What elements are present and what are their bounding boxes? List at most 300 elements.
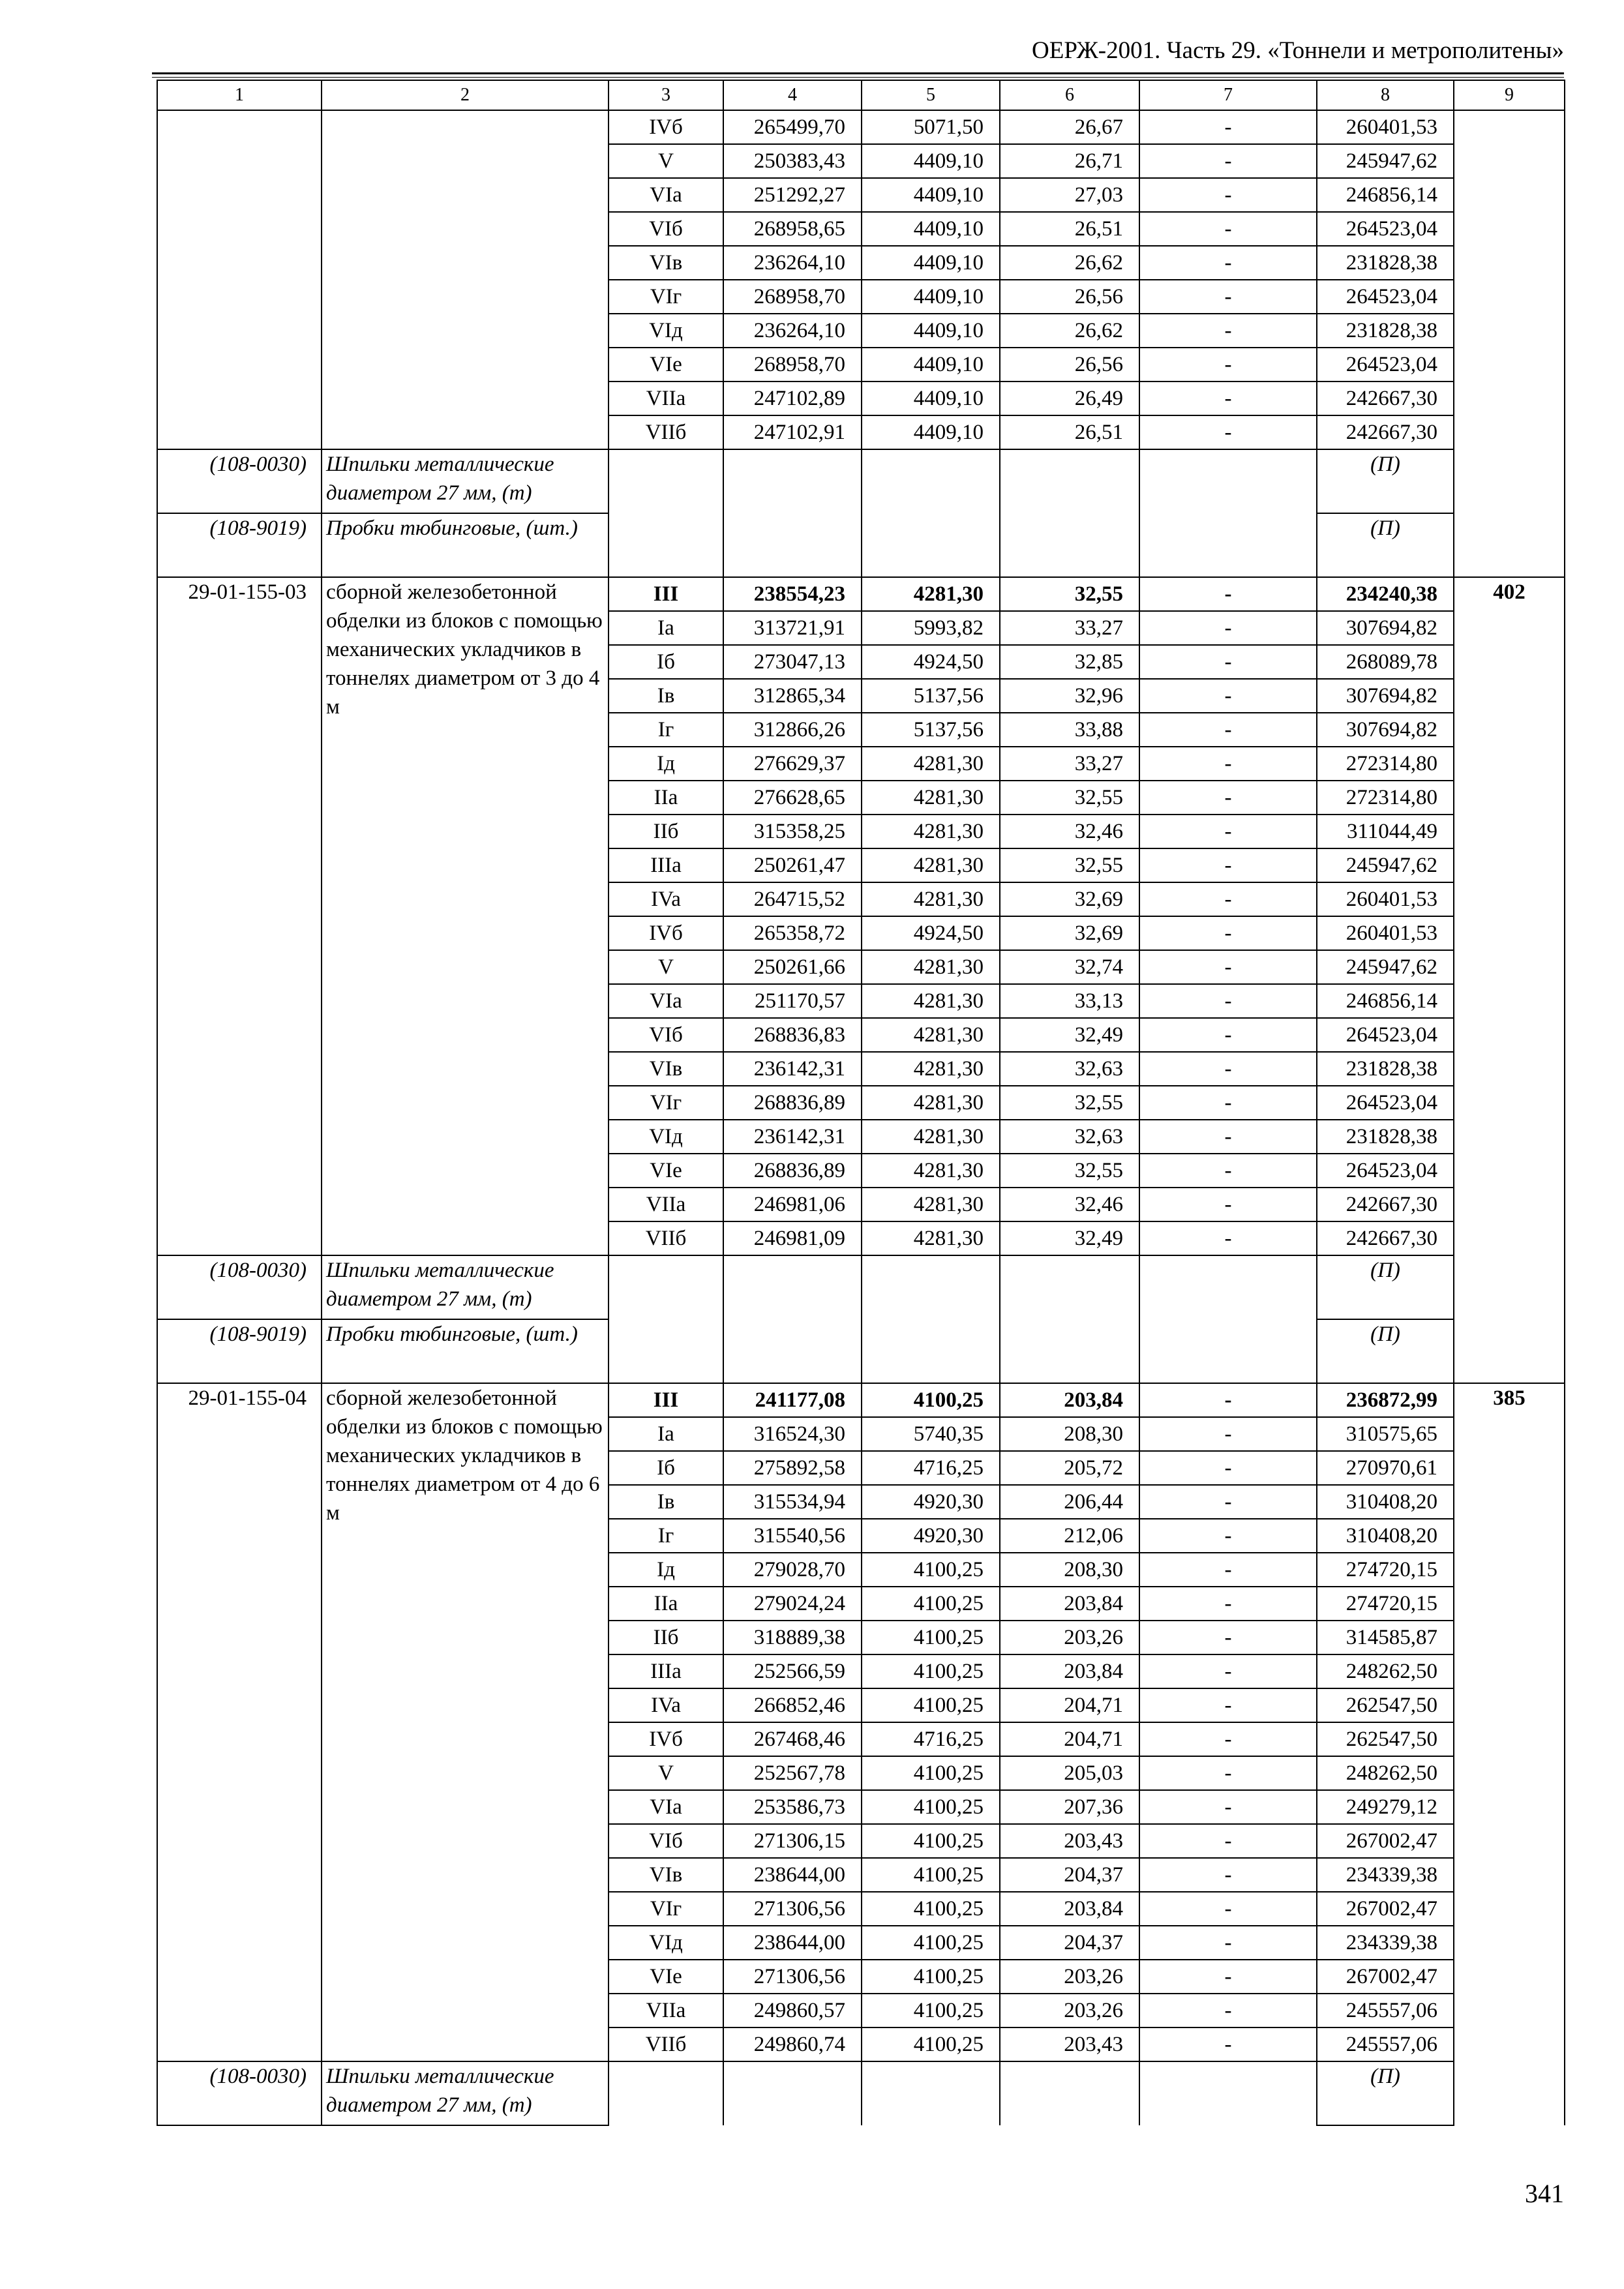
- zone-cell: VIд: [609, 314, 723, 348]
- value-cell: 4100,25: [862, 1892, 1000, 1926]
- value-cell: 247102,89: [723, 382, 862, 415]
- value-cell: 267002,47: [1317, 1960, 1454, 1994]
- value-cell: 4281,30: [862, 1052, 1000, 1086]
- zone-cell: VIб: [609, 1018, 723, 1052]
- value-cell: 234240,38: [1317, 577, 1454, 611]
- value-cell: -: [1139, 1154, 1317, 1188]
- value-cell: 268958,70: [723, 280, 862, 314]
- empty-cell: [1139, 2061, 1317, 2125]
- zone-cell: VIa: [609, 178, 723, 212]
- value-cell: 314585,87: [1317, 1621, 1454, 1654]
- rate-description: [322, 110, 609, 449]
- value-cell: 5071,50: [862, 110, 1000, 144]
- value-cell: 4409,10: [862, 314, 1000, 348]
- column-number: 3: [609, 80, 723, 110]
- price-table: [157, 80, 1565, 2126]
- table-row: [157, 577, 1565, 611]
- zone-cell: VIе: [609, 1154, 723, 1188]
- value-cell: 4100,25: [862, 1790, 1000, 1824]
- zone-cell: Iв: [609, 1485, 723, 1519]
- zone-cell: IVб: [609, 916, 723, 950]
- value-cell: 273047,13: [723, 645, 862, 679]
- value-cell: 32,69: [1000, 882, 1139, 916]
- value-cell: -: [1139, 1654, 1317, 1688]
- value-cell: 4100,25: [862, 1960, 1000, 1994]
- value-cell: 242667,30: [1317, 382, 1454, 415]
- zone-cell: Iд: [609, 747, 723, 781]
- value-cell: -: [1139, 1587, 1317, 1621]
- value-cell: 4924,50: [862, 916, 1000, 950]
- value-cell: 234339,38: [1317, 1926, 1454, 1960]
- value-cell: 250261,47: [723, 848, 862, 882]
- zone-cell: VIв: [609, 1858, 723, 1892]
- value-cell: 4100,25: [862, 1621, 1000, 1654]
- value-cell: 203,84: [1000, 1587, 1139, 1621]
- value-cell: -: [1139, 1790, 1317, 1824]
- value-cell: -: [1139, 1688, 1317, 1722]
- value-cell: 4281,30: [862, 950, 1000, 984]
- value-cell: 32,49: [1000, 1018, 1139, 1052]
- value-cell: 264523,04: [1317, 1086, 1454, 1120]
- value-cell: 33,88: [1000, 713, 1139, 747]
- column-number: 1: [157, 80, 322, 110]
- value-cell: 4100,25: [862, 1756, 1000, 1790]
- value-cell: 4100,25: [862, 1688, 1000, 1722]
- value-cell: -: [1139, 280, 1317, 314]
- value-cell: 32,46: [1000, 815, 1139, 848]
- value-cell: -: [1139, 1383, 1317, 1417]
- value-cell: 231828,38: [1317, 314, 1454, 348]
- value-cell: 203,43: [1000, 1824, 1139, 1858]
- value-cell: 315534,94: [723, 1485, 862, 1519]
- column-number-row: [157, 80, 1565, 110]
- value-cell: 238644,00: [723, 1858, 862, 1892]
- empty-cell: [723, 449, 862, 513]
- value-cell: 265499,70: [723, 110, 862, 144]
- value-cell: -: [1139, 1120, 1317, 1154]
- value-cell: 315358,25: [723, 815, 862, 848]
- resource-name: Пробки тюбинговые, (шт.): [322, 1319, 609, 1383]
- value-cell: 32,96: [1000, 679, 1139, 713]
- zone-cell: VIг: [609, 1892, 723, 1926]
- value-cell: 315540,56: [723, 1519, 862, 1553]
- value-cell: 318889,38: [723, 1621, 862, 1654]
- zone-cell: VIa: [609, 1790, 723, 1824]
- value-cell: 245947,62: [1317, 848, 1454, 882]
- value-cell: 32,85: [1000, 645, 1139, 679]
- empty-cell: [862, 513, 1000, 577]
- value-cell: 264523,04: [1317, 1154, 1454, 1188]
- zone-cell: VIIа: [609, 1188, 723, 1221]
- zone-cell: VIa: [609, 984, 723, 1018]
- zone-cell: VIб: [609, 1824, 723, 1858]
- value-cell: 312866,26: [723, 713, 862, 747]
- value-cell: -: [1139, 882, 1317, 916]
- value-cell: -: [1139, 1417, 1317, 1451]
- value-cell: 4409,10: [862, 382, 1000, 415]
- value-cell: 251292,27: [723, 178, 862, 212]
- value-cell: 4281,30: [862, 848, 1000, 882]
- value-cell: -: [1139, 1994, 1317, 2027]
- value-cell: 4409,10: [862, 415, 1000, 449]
- zone-cell: VIIа: [609, 382, 723, 415]
- value-cell: 4281,30: [862, 1120, 1000, 1154]
- value-cell: 265358,72: [723, 916, 862, 950]
- resource-name: Пробки тюбинговые, (шт.): [322, 513, 609, 577]
- zone-cell: IVб: [609, 1722, 723, 1756]
- value-cell: 4281,30: [862, 747, 1000, 781]
- empty-cell: [862, 1319, 1000, 1383]
- value-cell: 236872,99: [1317, 1383, 1454, 1417]
- value-cell: 252566,59: [723, 1654, 862, 1688]
- value-cell: 4100,25: [862, 1858, 1000, 1892]
- value-cell: 203,26: [1000, 1994, 1139, 2027]
- labor-cost-cell: 385: [1454, 1383, 1565, 2125]
- value-cell: 310408,20: [1317, 1485, 1454, 1519]
- value-cell: 279028,70: [723, 1553, 862, 1587]
- value-cell: 264523,04: [1317, 348, 1454, 382]
- column-number: 4: [723, 80, 862, 110]
- zone-cell: Ia: [609, 611, 723, 645]
- value-cell: 236264,10: [723, 246, 862, 280]
- value-cell: 236142,31: [723, 1120, 862, 1154]
- value-cell: 204,71: [1000, 1722, 1139, 1756]
- value-cell: -: [1139, 1621, 1317, 1654]
- empty-cell: [1000, 1319, 1139, 1383]
- header-rule: [152, 72, 1564, 74]
- value-cell: 276628,65: [723, 781, 862, 815]
- column-number: 7: [1139, 80, 1317, 110]
- value-cell: 26,49: [1000, 382, 1139, 415]
- value-cell: 267468,46: [723, 1722, 862, 1756]
- value-cell: 5740,35: [862, 1417, 1000, 1451]
- zone-cell: VIг: [609, 1086, 723, 1120]
- zone-cell: V: [609, 950, 723, 984]
- empty-cell: [723, 513, 862, 577]
- resource-code: (108-0030): [157, 1255, 322, 1319]
- resource-mark: (П): [1317, 1319, 1454, 1383]
- running-header: ОЕРЖ-2001. Часть 29. «Тоннели и метрополитены»: [1032, 37, 1564, 64]
- empty-cell: [862, 449, 1000, 513]
- value-cell: 260401,53: [1317, 110, 1454, 144]
- value-cell: 246856,14: [1317, 178, 1454, 212]
- value-cell: 205,72: [1000, 1451, 1139, 1485]
- value-cell: 245947,62: [1317, 144, 1454, 178]
- table-row: [157, 110, 1565, 144]
- value-cell: 264523,04: [1317, 280, 1454, 314]
- value-cell: -: [1139, 1553, 1317, 1587]
- zone-cell: IVa: [609, 882, 723, 916]
- value-cell: 32,55: [1000, 1086, 1139, 1120]
- resource-row: [157, 449, 1565, 513]
- value-cell: 245557,06: [1317, 1994, 1454, 2027]
- value-cell: 4281,30: [862, 815, 1000, 848]
- value-cell: 262547,50: [1317, 1688, 1454, 1722]
- value-cell: 236264,10: [723, 314, 862, 348]
- table-row: [157, 1383, 1565, 1417]
- value-cell: -: [1139, 848, 1317, 882]
- value-cell: 4281,30: [862, 1221, 1000, 1255]
- value-cell: -: [1139, 382, 1317, 415]
- value-cell: -: [1139, 577, 1317, 611]
- value-cell: 245947,62: [1317, 950, 1454, 984]
- resource-code: (108-9019): [157, 1319, 322, 1383]
- value-cell: -: [1139, 212, 1317, 246]
- zone-cell: VIIб: [609, 415, 723, 449]
- zone-cell: IIб: [609, 815, 723, 848]
- zone-cell: IIa: [609, 781, 723, 815]
- value-cell: 32,63: [1000, 1120, 1139, 1154]
- zone-cell: Iб: [609, 645, 723, 679]
- value-cell: 203,84: [1000, 1654, 1139, 1688]
- empty-cell: [1000, 1255, 1139, 1319]
- resource-mark: (П): [1317, 1255, 1454, 1319]
- value-cell: 268836,89: [723, 1154, 862, 1188]
- value-cell: 311044,49: [1317, 815, 1454, 848]
- column-number: 9: [1454, 80, 1565, 110]
- value-cell: 268836,83: [723, 1018, 862, 1052]
- resource-row: [157, 513, 1565, 577]
- value-cell: -: [1139, 611, 1317, 645]
- value-cell: -: [1139, 679, 1317, 713]
- value-cell: 4281,30: [862, 1154, 1000, 1188]
- value-cell: 4100,25: [862, 1383, 1000, 1417]
- value-cell: 268836,89: [723, 1086, 862, 1120]
- value-cell: 4100,25: [862, 2027, 1000, 2061]
- value-cell: 279024,24: [723, 1587, 862, 1621]
- value-cell: 32,46: [1000, 1188, 1139, 1221]
- empty-cell: [609, 513, 723, 577]
- value-cell: 4281,30: [862, 1018, 1000, 1052]
- value-cell: -: [1139, 1018, 1317, 1052]
- zone-cell: VIб: [609, 212, 723, 246]
- value-cell: 316524,30: [723, 1417, 862, 1451]
- value-cell: -: [1139, 246, 1317, 280]
- value-cell: 33,13: [1000, 984, 1139, 1018]
- value-cell: 26,62: [1000, 246, 1139, 280]
- value-cell: 248262,50: [1317, 1654, 1454, 1688]
- zone-cell: VIг: [609, 280, 723, 314]
- value-cell: -: [1139, 747, 1317, 781]
- value-cell: 272314,80: [1317, 747, 1454, 781]
- rate-description: сборной железобетонной обделки из блоков с помощью механических укладчиков в тоннелях диаметром от 3 до 4 м: [322, 577, 609, 1255]
- value-cell: 32,69: [1000, 916, 1139, 950]
- value-cell: -: [1139, 1052, 1317, 1086]
- column-number: 2: [322, 80, 609, 110]
- zone-cell: VIв: [609, 1052, 723, 1086]
- empty-cell: [1000, 2061, 1139, 2125]
- value-cell: 203,43: [1000, 2027, 1139, 2061]
- value-cell: -: [1139, 1086, 1317, 1120]
- zone-cell: VIд: [609, 1926, 723, 1960]
- value-cell: -: [1139, 415, 1317, 449]
- value-cell: 4409,10: [862, 280, 1000, 314]
- value-cell: 32,49: [1000, 1221, 1139, 1255]
- zone-cell: VIIа: [609, 1994, 723, 2027]
- value-cell: 312865,34: [723, 679, 862, 713]
- resource-code: (108-0030): [157, 2061, 322, 2125]
- value-cell: -: [1139, 1451, 1317, 1485]
- zone-cell: V: [609, 1756, 723, 1790]
- value-cell: 208,30: [1000, 1553, 1139, 1587]
- empty-cell: [862, 1255, 1000, 1319]
- empty-cell: [1139, 1255, 1317, 1319]
- resource-row: [157, 1255, 1565, 1319]
- value-cell: 231828,38: [1317, 1120, 1454, 1154]
- value-cell: 238644,00: [723, 1926, 862, 1960]
- table-body: [157, 80, 1565, 2125]
- zone-cell: Iд: [609, 1553, 723, 1587]
- value-cell: 4409,10: [862, 144, 1000, 178]
- value-cell: 32,55: [1000, 848, 1139, 882]
- value-cell: 249860,74: [723, 2027, 862, 2061]
- value-cell: 271306,15: [723, 1824, 862, 1858]
- value-cell: 4409,10: [862, 348, 1000, 382]
- value-cell: 248262,50: [1317, 1756, 1454, 1790]
- value-cell: 208,30: [1000, 1417, 1139, 1451]
- value-cell: 26,71: [1000, 144, 1139, 178]
- value-cell: 270970,61: [1317, 1451, 1454, 1485]
- zone-cell: Iв: [609, 679, 723, 713]
- value-cell: -: [1139, 1188, 1317, 1221]
- value-cell: 33,27: [1000, 611, 1139, 645]
- value-cell: 313721,91: [723, 611, 862, 645]
- zone-cell: III: [609, 1383, 723, 1417]
- value-cell: 27,03: [1000, 178, 1139, 212]
- value-cell: 268958,65: [723, 212, 862, 246]
- value-cell: 32,55: [1000, 781, 1139, 815]
- zone-cell: VIе: [609, 1960, 723, 1994]
- empty-cell: [862, 2061, 1000, 2125]
- empty-cell: [1139, 513, 1317, 577]
- value-cell: 5993,82: [862, 611, 1000, 645]
- zone-cell: IIб: [609, 1621, 723, 1654]
- value-cell: 251170,57: [723, 984, 862, 1018]
- value-cell: 204,37: [1000, 1926, 1139, 1960]
- rate-description: сборной железобетонной обделки из блоков с помощью механических укладчиков в тоннелях диаметром от 4 до 6 м: [322, 1383, 609, 2061]
- column-number: 6: [1000, 80, 1139, 110]
- value-cell: 253586,73: [723, 1790, 862, 1824]
- value-cell: 242667,30: [1317, 1188, 1454, 1221]
- value-cell: 4409,10: [862, 212, 1000, 246]
- value-cell: 4716,25: [862, 1451, 1000, 1485]
- value-cell: 271306,56: [723, 1960, 862, 1994]
- value-cell: 204,37: [1000, 1858, 1139, 1892]
- column-number: 5: [862, 80, 1000, 110]
- value-cell: 249860,57: [723, 1994, 862, 2027]
- value-cell: 5137,56: [862, 679, 1000, 713]
- value-cell: 241177,08: [723, 1383, 862, 1417]
- zone-cell: IIa: [609, 1587, 723, 1621]
- value-cell: 4100,25: [862, 1824, 1000, 1858]
- value-cell: 4924,50: [862, 645, 1000, 679]
- resource-name: Шпильки металлические диаметром 27 мм, (т): [322, 449, 609, 513]
- value-cell: 272314,80: [1317, 781, 1454, 815]
- resource-name: Шпильки металлические диаметром 27 мм, (т): [322, 2061, 609, 2125]
- value-cell: 275892,58: [723, 1451, 862, 1485]
- value-cell: 32,74: [1000, 950, 1139, 984]
- value-cell: 26,62: [1000, 314, 1139, 348]
- value-cell: -: [1139, 348, 1317, 382]
- value-cell: 242667,30: [1317, 1221, 1454, 1255]
- zone-cell: IIIa: [609, 1654, 723, 1688]
- value-cell: 207,36: [1000, 1790, 1139, 1824]
- value-cell: -: [1139, 1756, 1317, 1790]
- value-cell: 203,26: [1000, 1621, 1139, 1654]
- value-cell: 271306,56: [723, 1892, 862, 1926]
- value-cell: 242667,30: [1317, 415, 1454, 449]
- value-cell: 249279,12: [1317, 1790, 1454, 1824]
- zone-cell: III: [609, 577, 723, 611]
- value-cell: 245557,06: [1317, 2027, 1454, 2061]
- value-cell: 268958,70: [723, 348, 862, 382]
- value-cell: 268089,78: [1317, 645, 1454, 679]
- value-cell: 247102,91: [723, 415, 862, 449]
- value-cell: -: [1139, 1485, 1317, 1519]
- resource-mark: (П): [1317, 2061, 1454, 2125]
- page-number: 341: [1525, 2179, 1564, 2208]
- value-cell: 274720,15: [1317, 1553, 1454, 1587]
- value-cell: -: [1139, 1519, 1317, 1553]
- rate-code: 29-01-155-03: [157, 577, 322, 1255]
- zone-cell: Iб: [609, 1451, 723, 1485]
- resource-row: [157, 1319, 1565, 1383]
- value-cell: -: [1139, 1858, 1317, 1892]
- empty-cell: [609, 449, 723, 513]
- value-cell: 246981,06: [723, 1188, 862, 1221]
- value-cell: -: [1139, 815, 1317, 848]
- value-cell: -: [1139, 916, 1317, 950]
- value-cell: 250383,43: [723, 144, 862, 178]
- resource-row: [157, 2061, 1565, 2125]
- empty-cell: [1000, 513, 1139, 577]
- zone-cell: Iг: [609, 713, 723, 747]
- resource-mark: (П): [1317, 449, 1454, 513]
- value-cell: 260401,53: [1317, 882, 1454, 916]
- resource-mark: (П): [1317, 513, 1454, 577]
- value-cell: 307694,82: [1317, 611, 1454, 645]
- value-cell: 4716,25: [862, 1722, 1000, 1756]
- value-cell: 246981,09: [723, 1221, 862, 1255]
- value-cell: 266852,46: [723, 1688, 862, 1722]
- value-cell: -: [1139, 314, 1317, 348]
- value-cell: -: [1139, 144, 1317, 178]
- value-cell: 203,84: [1000, 1892, 1139, 1926]
- value-cell: 4281,30: [862, 984, 1000, 1018]
- value-cell: 307694,82: [1317, 713, 1454, 747]
- value-cell: 203,26: [1000, 1960, 1139, 1994]
- value-cell: 33,27: [1000, 747, 1139, 781]
- value-cell: 276629,37: [723, 747, 862, 781]
- rate-code: 29-01-155-04: [157, 1383, 322, 2061]
- empty-cell: [1139, 1319, 1317, 1383]
- empty-cell: [723, 1319, 862, 1383]
- value-cell: -: [1139, 1892, 1317, 1926]
- empty-cell: [723, 1255, 862, 1319]
- value-cell: 4281,30: [862, 577, 1000, 611]
- value-cell: 26,51: [1000, 415, 1139, 449]
- value-cell: -: [1139, 1722, 1317, 1756]
- value-cell: 4281,30: [862, 1086, 1000, 1120]
- value-cell: -: [1139, 110, 1317, 144]
- value-cell: 310408,20: [1317, 1519, 1454, 1553]
- zone-cell: VIд: [609, 1120, 723, 1154]
- value-cell: 26,51: [1000, 212, 1139, 246]
- value-cell: 260401,53: [1317, 916, 1454, 950]
- value-cell: 234339,38: [1317, 1858, 1454, 1892]
- zone-cell: VIIб: [609, 2027, 723, 2061]
- zone-cell: Ia: [609, 1417, 723, 1451]
